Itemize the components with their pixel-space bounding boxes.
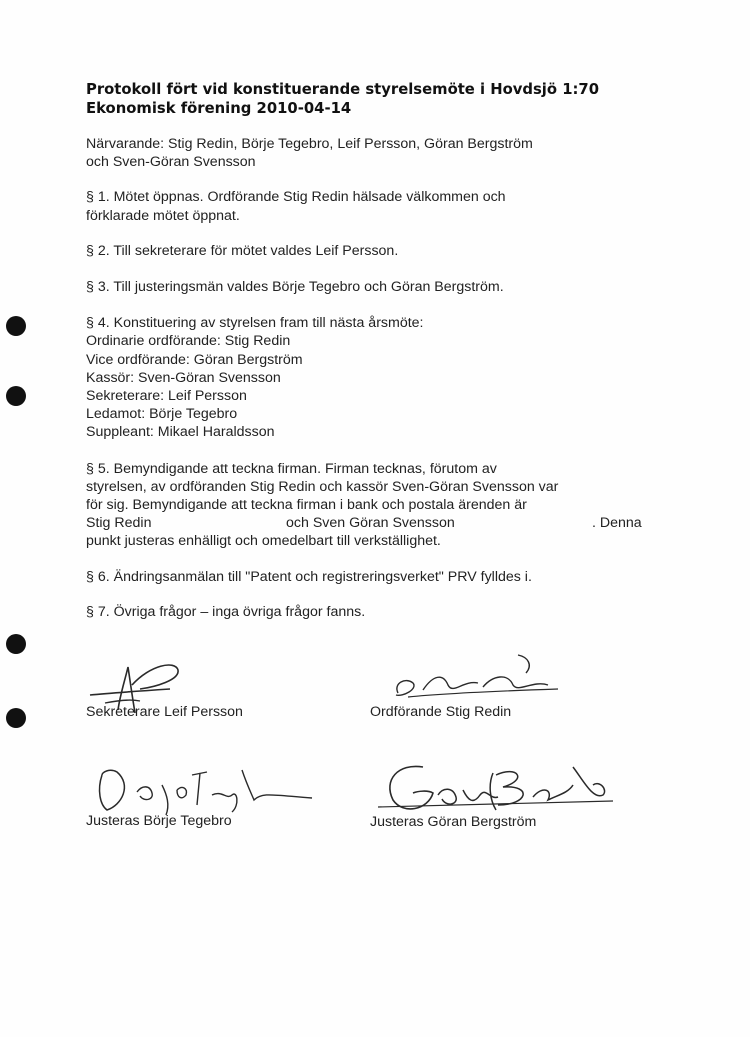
punch-hole — [6, 386, 26, 406]
section-2 — [86, 242, 646, 260]
attendees-line: Närvarande: Stig Redin, Börje Tegebro, Leif Persson, Göran Bergström — [86, 136, 533, 152]
section-4-line: § 4. Konstituering av styrelsen fram till nästa årsmöte: — [86, 315, 424, 332]
signature-label: Ordförande Stig Redin — [370, 704, 512, 720]
title-line: Protokoll fört vid konstituerande styrelsemöte i Hovdsjö 1:70 — [86, 81, 599, 98]
section-2-text: § 2. Till sekreterare för mötet valdes Leif Persson. — [86, 242, 399, 259]
section-5 — [86, 460, 646, 551]
section-4-line: Sekreterare: Leif Persson — [86, 388, 247, 405]
section-1-line: § 1. Mötet öppnas. Ordförande Stig Redin hälsade välkommen och — [86, 189, 506, 206]
section-4-line: Kassör: Sven-Göran Svensson — [86, 369, 281, 386]
signature-label: Justeras Göran Bergström — [370, 814, 537, 830]
punch-hole — [6, 708, 26, 728]
signature-block-adjuster-1 — [82, 760, 342, 850]
signature-label: Justeras Börje Tegebro — [86, 813, 232, 829]
attendees-paragraph — [86, 135, 646, 171]
section-7 — [86, 603, 646, 621]
handwritten-signature — [82, 760, 322, 820]
section-1-line: förklarade mötet öppnat. — [86, 207, 240, 224]
section-5-line: styrelsen, av ordföranden Stig Redin och kassör Sven-Göran Svensson var — [86, 478, 559, 495]
section-5-line: § 5. Bemyndigande att teckna firman. Firman tecknas, förutom av — [86, 460, 497, 477]
section-5-line: punkt justeras enhälligt och omedelbart till verkställighet. — [86, 533, 441, 550]
protocol-body — [86, 80, 646, 621]
section-4-line: Ordinarie ordförande: Stig Redin — [86, 333, 291, 350]
document-title — [86, 80, 646, 118]
section-5-gap-part: . Denna — [592, 515, 642, 532]
section-7-text: § 7. Övriga frågor – inga övriga frågor fanns. — [86, 603, 366, 620]
section-5-line: för sig. Bemyndigande att teckna firman i bank och postala ärenden är — [86, 497, 527, 514]
section-5-gap-line — [86, 514, 646, 532]
section-5-gap-part: Stig Redin — [86, 515, 152, 532]
attendees-line: och Sven-Göran Svensson — [86, 154, 256, 171]
section-3-text: § 3. Till justeringsmän valdes Börje Tegebro och Göran Bergström. — [86, 279, 504, 296]
signature-block-chair — [368, 645, 628, 735]
section-4-line: Vice ordförande: Göran Bergström — [86, 351, 303, 368]
section-6-text: § 6. Ändringsanmälan till "Patent och registreringsverket" PRV fylldes i. — [86, 568, 532, 585]
title-line: Ekonomisk förening 2010-04-14 — [86, 100, 352, 117]
punch-hole — [6, 316, 26, 336]
section-4-line: Suppleant: Mikael Haraldsson — [86, 424, 275, 441]
section-1 — [86, 188, 646, 224]
signature-block-secretary — [80, 655, 340, 745]
section-3 — [86, 278, 646, 296]
punch-hole — [6, 634, 26, 654]
signature-label: Sekreterare Leif Persson — [86, 704, 243, 720]
section-6 — [86, 568, 646, 586]
section-4-line: Ledamot: Börje Tegebro — [86, 406, 238, 423]
section-4 — [86, 314, 646, 441]
signature-block-adjuster-2 — [368, 755, 628, 845]
section-5-gap-part: och Sven Göran Svensson — [286, 515, 455, 532]
